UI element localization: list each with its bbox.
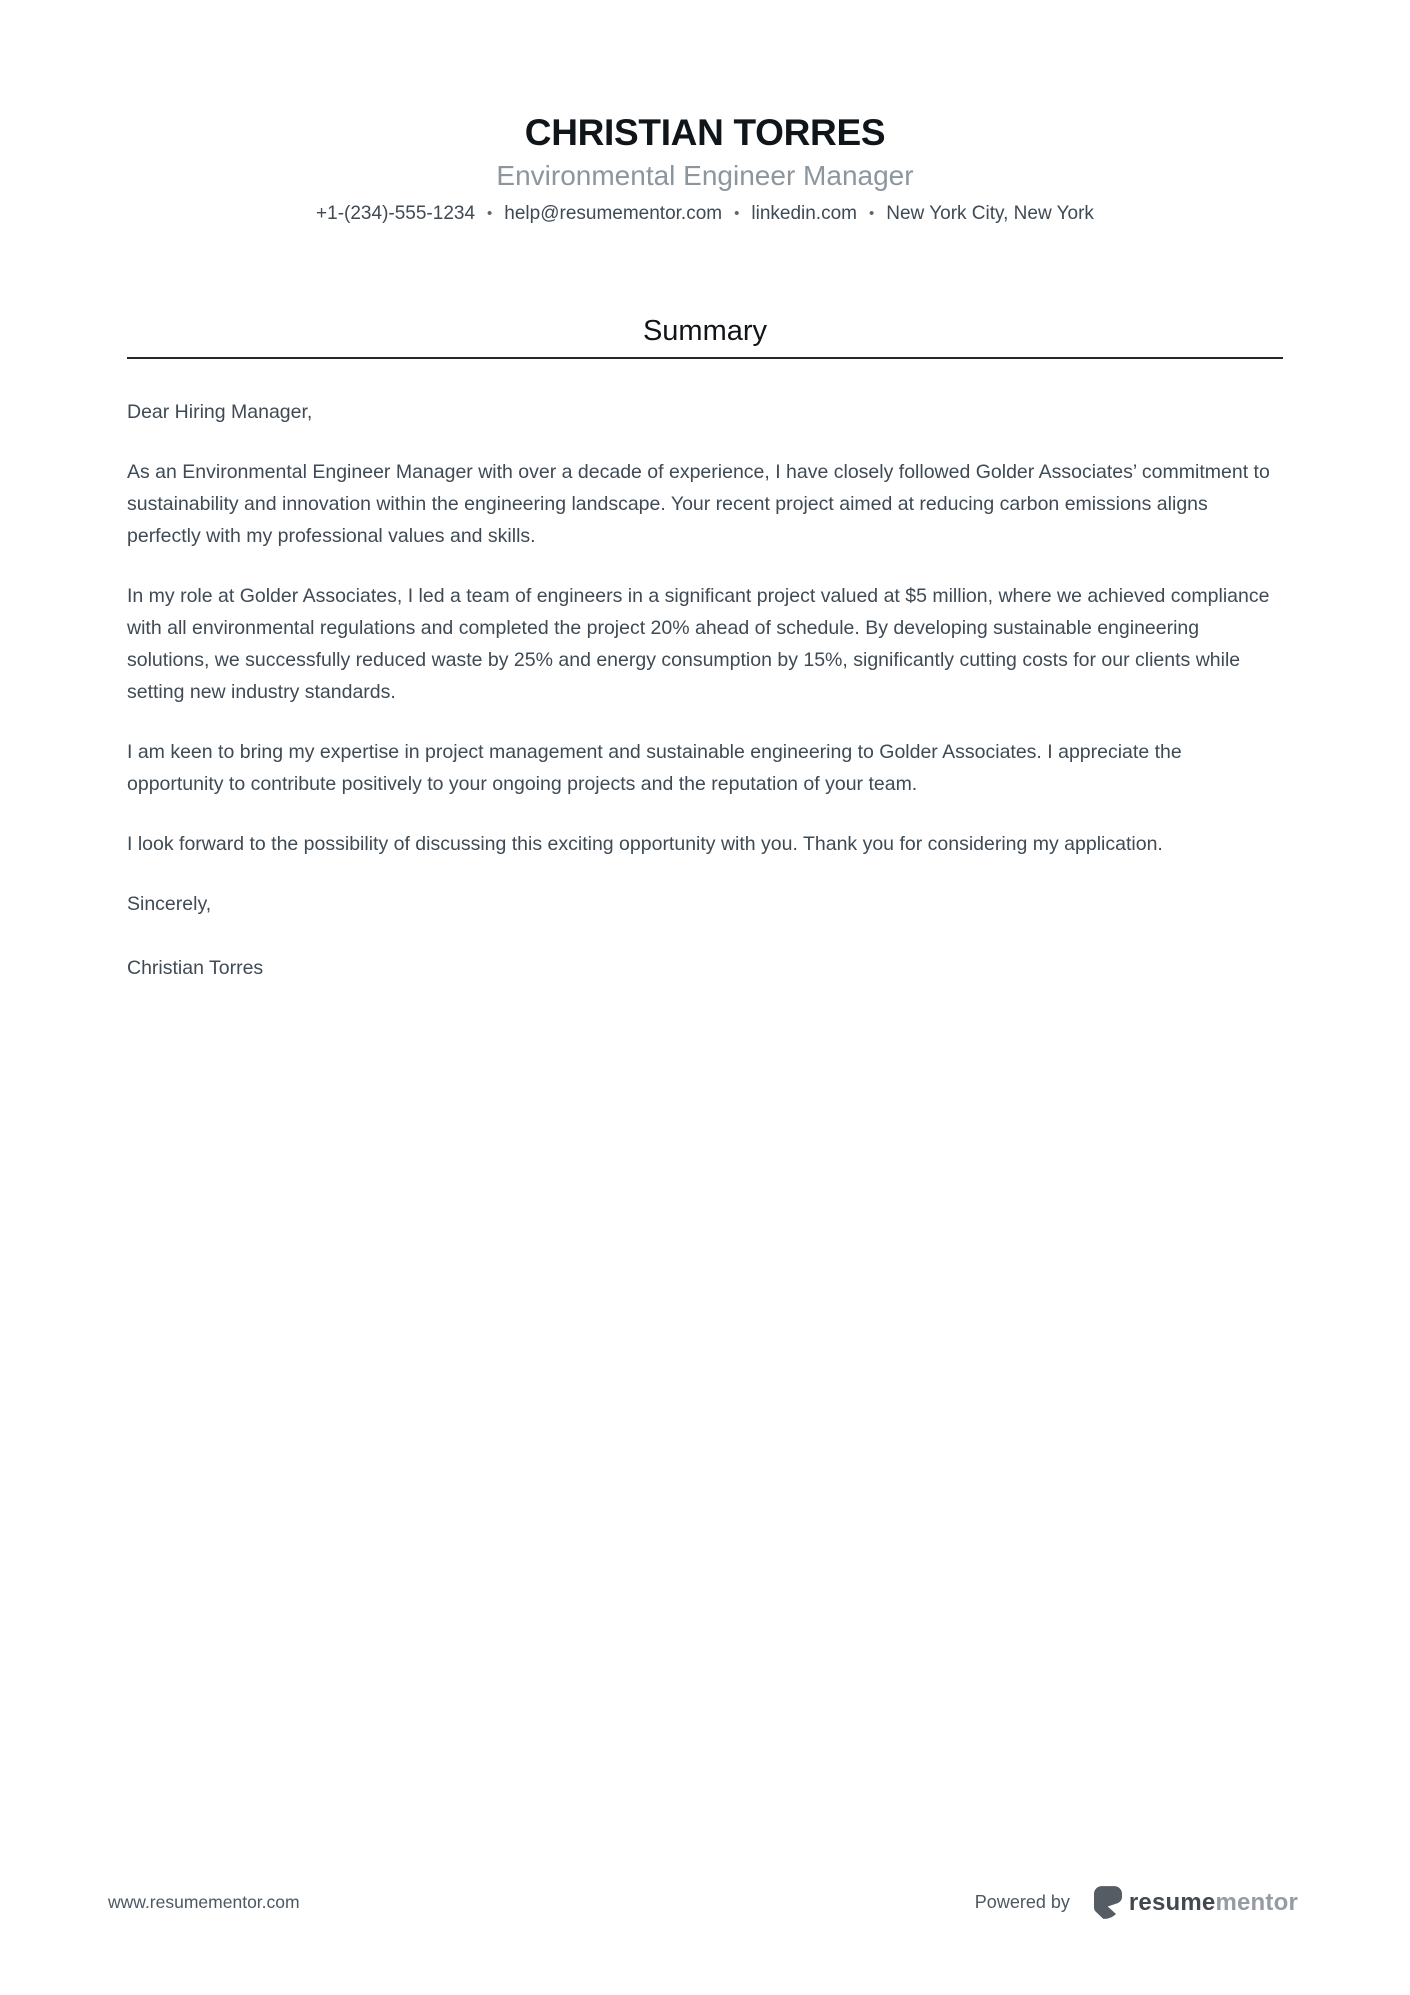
brand-wordmark: resumementor (1128, 1888, 1298, 1916)
salutation: Dear Hiring Manager, (127, 401, 313, 424)
paragraph: I am keen to bring my expertise in project management and sustainable engineering to Golder Associates. I appreciate the opportunity to contribute positively to your ongoing projects and the reputation of your team. (127, 741, 1182, 796)
location-text: New York City, New York (886, 203, 1094, 225)
section-title: Summary (642, 315, 768, 348)
candidate-name: CHRISTIAN TORRES (524, 112, 886, 153)
page-footer (108, 1886, 1298, 1919)
paragraph: In my role at Golder Associates, I led a team of engineers in a significant project valued at $5 million, where we achieved compliance with all environmental regulations and completed the project 20% ahead of schedule. By developing sustainable engineering solutions, we successfully reduced waste by 25% and energy consumption by 15%, significantly cutting costs for our clients while setting new industry standards. (127, 585, 1270, 704)
letter-body (127, 313, 1283, 984)
powered-by-block (975, 1886, 1298, 1919)
letter-header (0, 0, 1410, 227)
linkedin-text: linkedin.com (751, 203, 857, 225)
bullet-separator-icon: • (734, 205, 740, 223)
candidate-job-title: Environmental Engineer Manager (496, 159, 914, 191)
bullet-separator-icon: • (868, 205, 875, 223)
letter-text (127, 396, 1283, 984)
bullet-separator-icon: • (487, 205, 493, 223)
paragraph: As an Environmental Engineer Manager with over a decade of experience, I have closely followed Golder Associates’ commitment to sustainability and innovation within the engineering landscape. Your recent project aimed at reducing carbon emissions aligns perfectly with my professional values and skills. (127, 461, 1270, 548)
footer-website: www.resumementor.com (108, 1892, 300, 1912)
paragraph: I look forward to the possibility of discussing this exciting opportunity with you. Thank you for considering my application. (127, 833, 1163, 856)
resumementor-brand-link[interactable] (1094, 1886, 1298, 1919)
email-address: help@resumementor.com (504, 203, 723, 225)
phone-number: +1-(234)-555-1234 (316, 203, 476, 225)
contact-row (0, 201, 1410, 227)
signature: Christian Torres (127, 957, 264, 980)
powered-by-label: Powered by (974, 1892, 1070, 1912)
resumementor-logo-icon (1094, 1886, 1122, 1919)
closing: Sincerely, (127, 893, 212, 916)
section-divider (127, 357, 1283, 359)
